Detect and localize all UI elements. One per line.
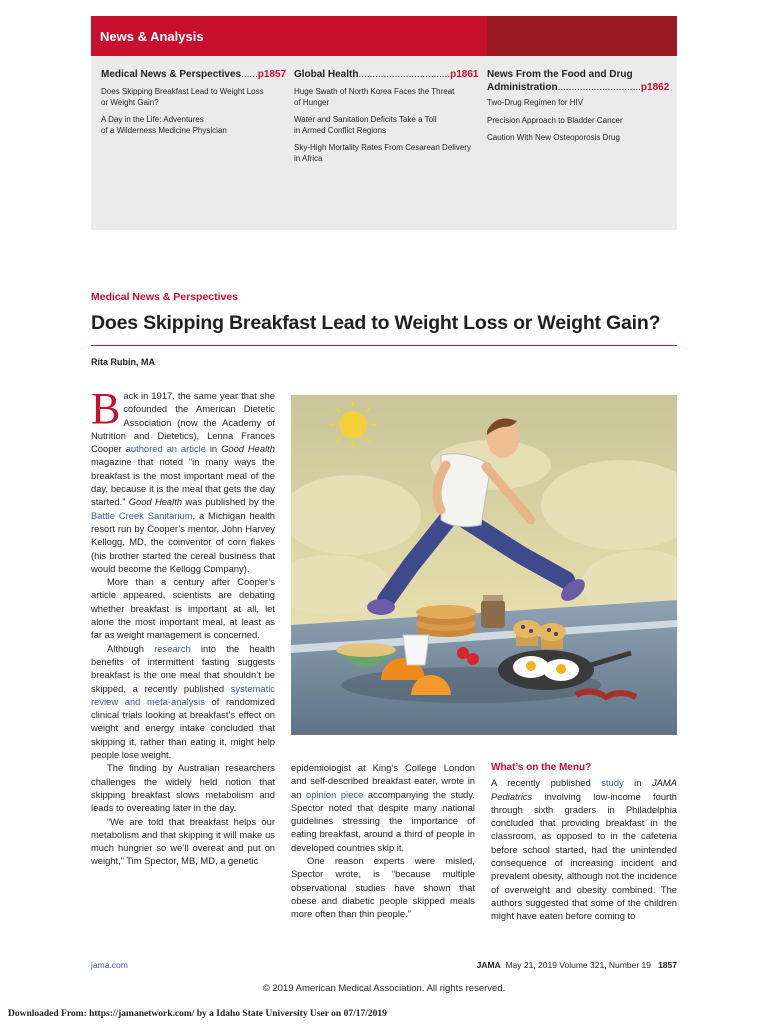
- toc-column-fda: [487, 68, 673, 151]
- paragraph: One reason experts were misled, Spector wrote, is “because multiple observational studies have shown that obese and diabetic people skipped meals more often than thin people.”: [291, 855, 475, 920]
- toc-item[interactable]: Water and Sanitation Deficits Take a Toll in Armed Conflict Regions: [294, 115, 437, 135]
- article-title: Does Skipping Breakfast Lead to Weight Loss or Weight Gain?: [91, 312, 661, 334]
- article-column-2: [291, 761, 475, 921]
- toc-item[interactable]: Huge Swath of North Korea Faces the Threat of Hunger: [294, 87, 455, 107]
- paragraph: Although research into the health benefits of intermittent fasting suggests breakfast is the one meal that shouldn’t be skipped, a recently published systematic review and meta-analysis of randomized clinical trials looking at breakfast’s effect on weight and energy intake concluded that skipping it, rather than eating it, might help people lose weight.: [91, 642, 276, 761]
- toc-column-medical-news: [101, 68, 291, 143]
- toc-item[interactable]: Caution With New Osteoporosis Drug: [487, 133, 620, 142]
- title-divider: [91, 345, 677, 346]
- copyright-notice: © 2019 American Medical Association. All rights reserved.: [262, 983, 506, 994]
- link-authored-article[interactable]: authored an article: [125, 443, 206, 455]
- link-opinion-piece[interactable]: opinion piece: [306, 788, 364, 800]
- section-heading-menu: What’s on the Menu?: [491, 762, 592, 773]
- paragraph: More than a century after Cooper’s article appeared, scientists are debating whether breakfast is important at all, let alone the most important meal, at least as far as weight management is concerned.: [91, 576, 275, 641]
- link-meta-analysis[interactable]: systematic review and meta-analysis: [91, 682, 275, 707]
- breakfast-runner-illustration: [291, 395, 677, 735]
- link-study[interactable]: study: [601, 777, 624, 789]
- paragraph: Back in 1917, the same year that she cofounded the American Dietetic Association (now the Academy of Nutrition and Dietetics), Lenna Frances Cooper authored an article in Good Health magazine that noted “in many ways the breakfast is the most important meal of the day, because it is the meal that gets the day started.” Good Health was published by the Battle Creek Sanitarium, a Michigan health resort run by Cooper’s mentor, John Harvey Kellogg, MD, the coinventor of corn flakes (his brother started the cereal business that would become the Kellogg Company).: [91, 384, 276, 574]
- paragraph: epidemiologist at King’s College London and self-described breakfast eater, wrote in an opinion piece accompanying the study. Spector noted that despite many national guidelines stressing the importance of eating breakfast, around a third of people in developed countries skip it.: [291, 762, 475, 853]
- news-section-title: News & Analysis: [100, 29, 204, 44]
- paragraph: The finding by Australian researchers challenges the widely held notion that skipping breakfast slows metabolism and leads to overeating later in the day.: [91, 762, 275, 814]
- news-header-bar: [91, 16, 677, 56]
- article-byline: Rita Rubin, MA: [91, 357, 155, 367]
- svg-text:~: ~: [419, 699, 426, 709]
- footer-journal-info: JAMA May 21, 2019 Volume 321, Number 19 1857: [476, 960, 677, 970]
- toc-heading[interactable]: Global Health.................................p1861: [294, 69, 479, 80]
- toc-heading[interactable]: Medical News & Perspectives......p1857: [101, 69, 287, 80]
- toc-column-global-health: [294, 68, 484, 171]
- news-header-bar-dark: [487, 16, 677, 56]
- toc-item[interactable]: Does Skipping Breakfast Lead to Weight Loss or Weight Gain?: [101, 87, 264, 107]
- download-notice: Downloaded From: https://jamanetwork.com/ by a Idaho State University User on 07/17/2019: [8, 1009, 387, 1019]
- toc-item[interactable]: Precision Approach to Bladder Cancer: [487, 115, 623, 125]
- link-research[interactable]: research: [154, 642, 191, 654]
- news-analysis-box: [91, 16, 677, 230]
- article-column-3: [491, 761, 677, 923]
- article-kicker: Medical News & Perspectives: [91, 291, 239, 303]
- paragraph: “We are told that breakfast helps our metabolism and that skipping it will make us much hungrier so we’ll overeat and put on weight,” Tim Spector, MB, MD, a genetic: [91, 815, 275, 867]
- toc-heading[interactable]: News From the Food and Drug Administration..............................p1862: [487, 69, 670, 93]
- footer-site-link[interactable]: jama.com: [91, 960, 128, 970]
- article-column-1: [91, 384, 276, 868]
- toc-item[interactable]: Two-Drug Regimen for HIV: [487, 98, 584, 107]
- toc-item[interactable]: Sky-High Mortality Rates From Cesarean Delivery in Africa: [294, 143, 471, 163]
- paragraph: A recently published study in JAMA Pediatrics involving low-income fourth through sixth graders in Philadelphia concluded that providing breakfast in the classroom, as opposed to in the cafeteria before school started, had the unintended consequence of increasing incident and prevalent obesity, although not the incidence of overweight and obesity combined. The authors suggested that some of the children might have eaten before coming to: [491, 777, 677, 922]
- link-battle-creek[interactable]: Battle Creek Sanitarium: [91, 509, 193, 521]
- drop-cap: B: [91, 384, 121, 433]
- toc-item[interactable]: A Day in the Life: Adventures of a Wilderness Medicine Physician: [101, 115, 227, 135]
